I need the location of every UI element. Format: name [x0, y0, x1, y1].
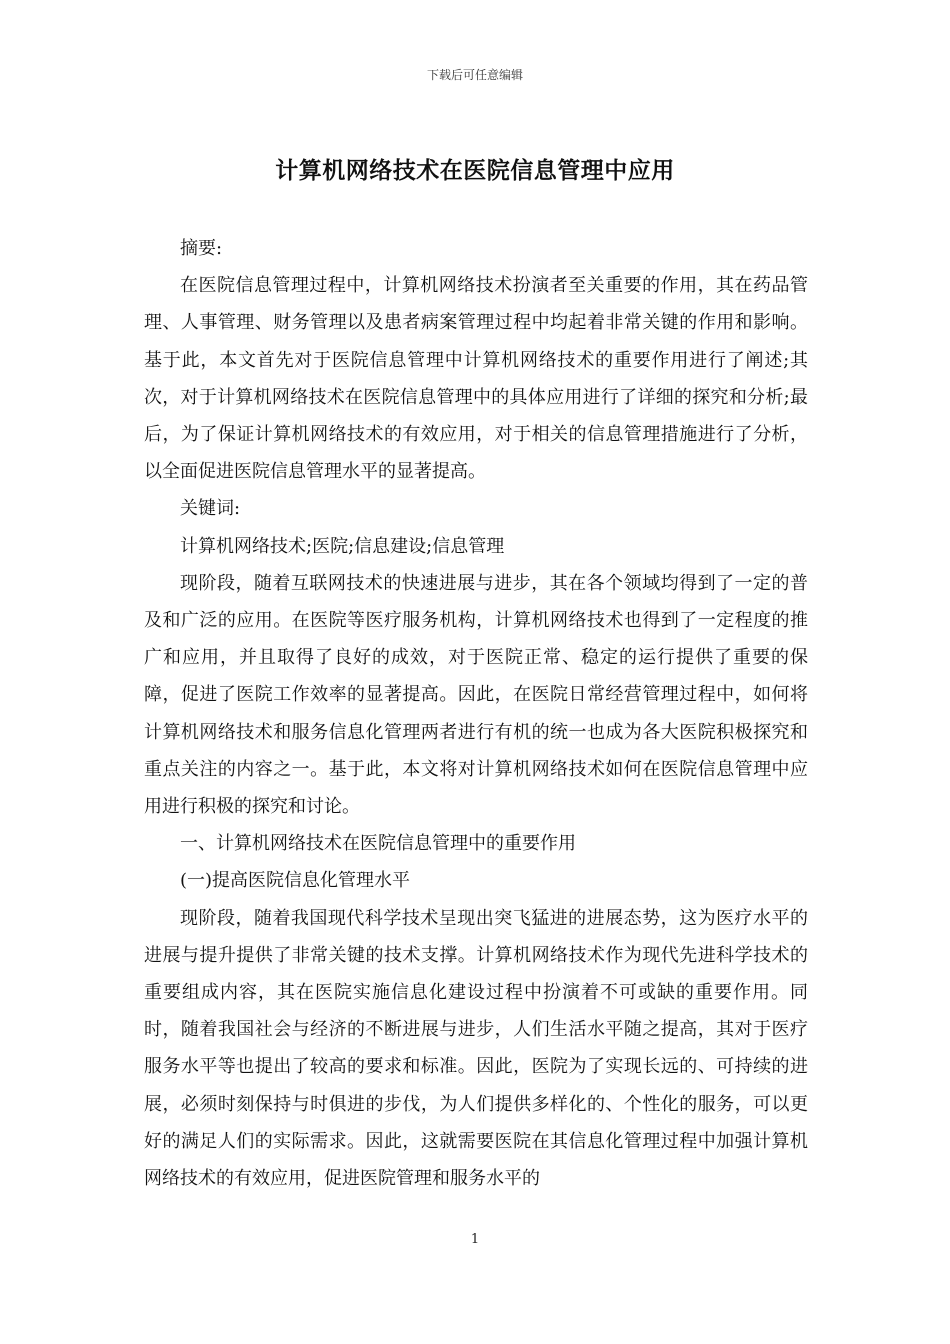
section-1-paragraph: 现阶段，随着我国现代科学技术呈现出突飞猛进的进展态势，这为医疗水平的进展与提升提供了非常关键的技术支撑。计算机网络技术作为现代先进科学技术的重要组成内容，其在医院实施信息化建设过程中扮演着不可或缺的重要作用。同时，随着我国社会与经济的不断进展与进步，人们生活水平随之提高，其对于医疗服务水平等也提出了较高的要求和标准。因此，医院为了实现长远的、可持续的进展，必须时刻保持与时俱进的步伐，为人们提供多样化的、个性化的服务，可以更好的满足人们的实际需求。因此，这就需要医院在其信息化管理过程中加强计算机网络技术的有效应用，促进医院管理和服务水平的: [144, 907, 808, 1190]
keywords-list: 计算机网络技术;医院;信息建设;信息管理: [180, 535, 505, 557]
document-title: 计算机网络技术在医院信息管理中应用: [275, 158, 675, 184]
document-body: [144, 230, 808, 1197]
page-header-note: 下载后可任意编辑: [426, 68, 523, 82]
abstract-heading: 摘要:: [180, 238, 223, 259]
page-number: 1: [470, 1232, 480, 1247]
intro-paragraph: 现阶段，随着互联网技术的快速进展与进步，其在各个领域均得到了一定的普及和广泛的应用。在医院等医疗服务机构，计算机网络技术也得到了一定程度的推广和应用，并且取得了良好的成效，对于医院正常、稳定的运行提供了重要的保障，促进了医院工作效率的显著提高。因此，在医院日常经营管理过程中，如何将计算机网络技术和服务信息化管理两者进行有机的统一也成为各大医院积极探究和重点关注的内容之一。基于此，本文将对计算机网络技术如何在医院信息管理中应用进行积极的探究和讨论。: [144, 572, 808, 818]
section-heading-1: 一、计算机网络技术在医院信息管理中的重要作用: [180, 833, 576, 855]
abstract-paragraph: 在医院信息管理过程中，计算机网络技术扮演者至关重要的作用，其在药品管理、人事管理、财务管理以及患者病案管理过程中均起着非常关键的作用和影响。基于此，本文首先对于医院信息管理中计算机网络技术的重要作用进行了阐述;其次，对于计算机网络技术在医院信息管理中的具体应用进行了详细的探究和分析;最后，为了保证计算机网络技术的有效应用，对于相关的信息管理措施进行了分析，以全面促进医院信息管理水平的显著提高。: [144, 275, 808, 483]
subsection-heading-1: (一)提高医院信息化管理水平: [180, 870, 411, 892]
keywords-heading: 关键词:: [180, 498, 241, 520]
